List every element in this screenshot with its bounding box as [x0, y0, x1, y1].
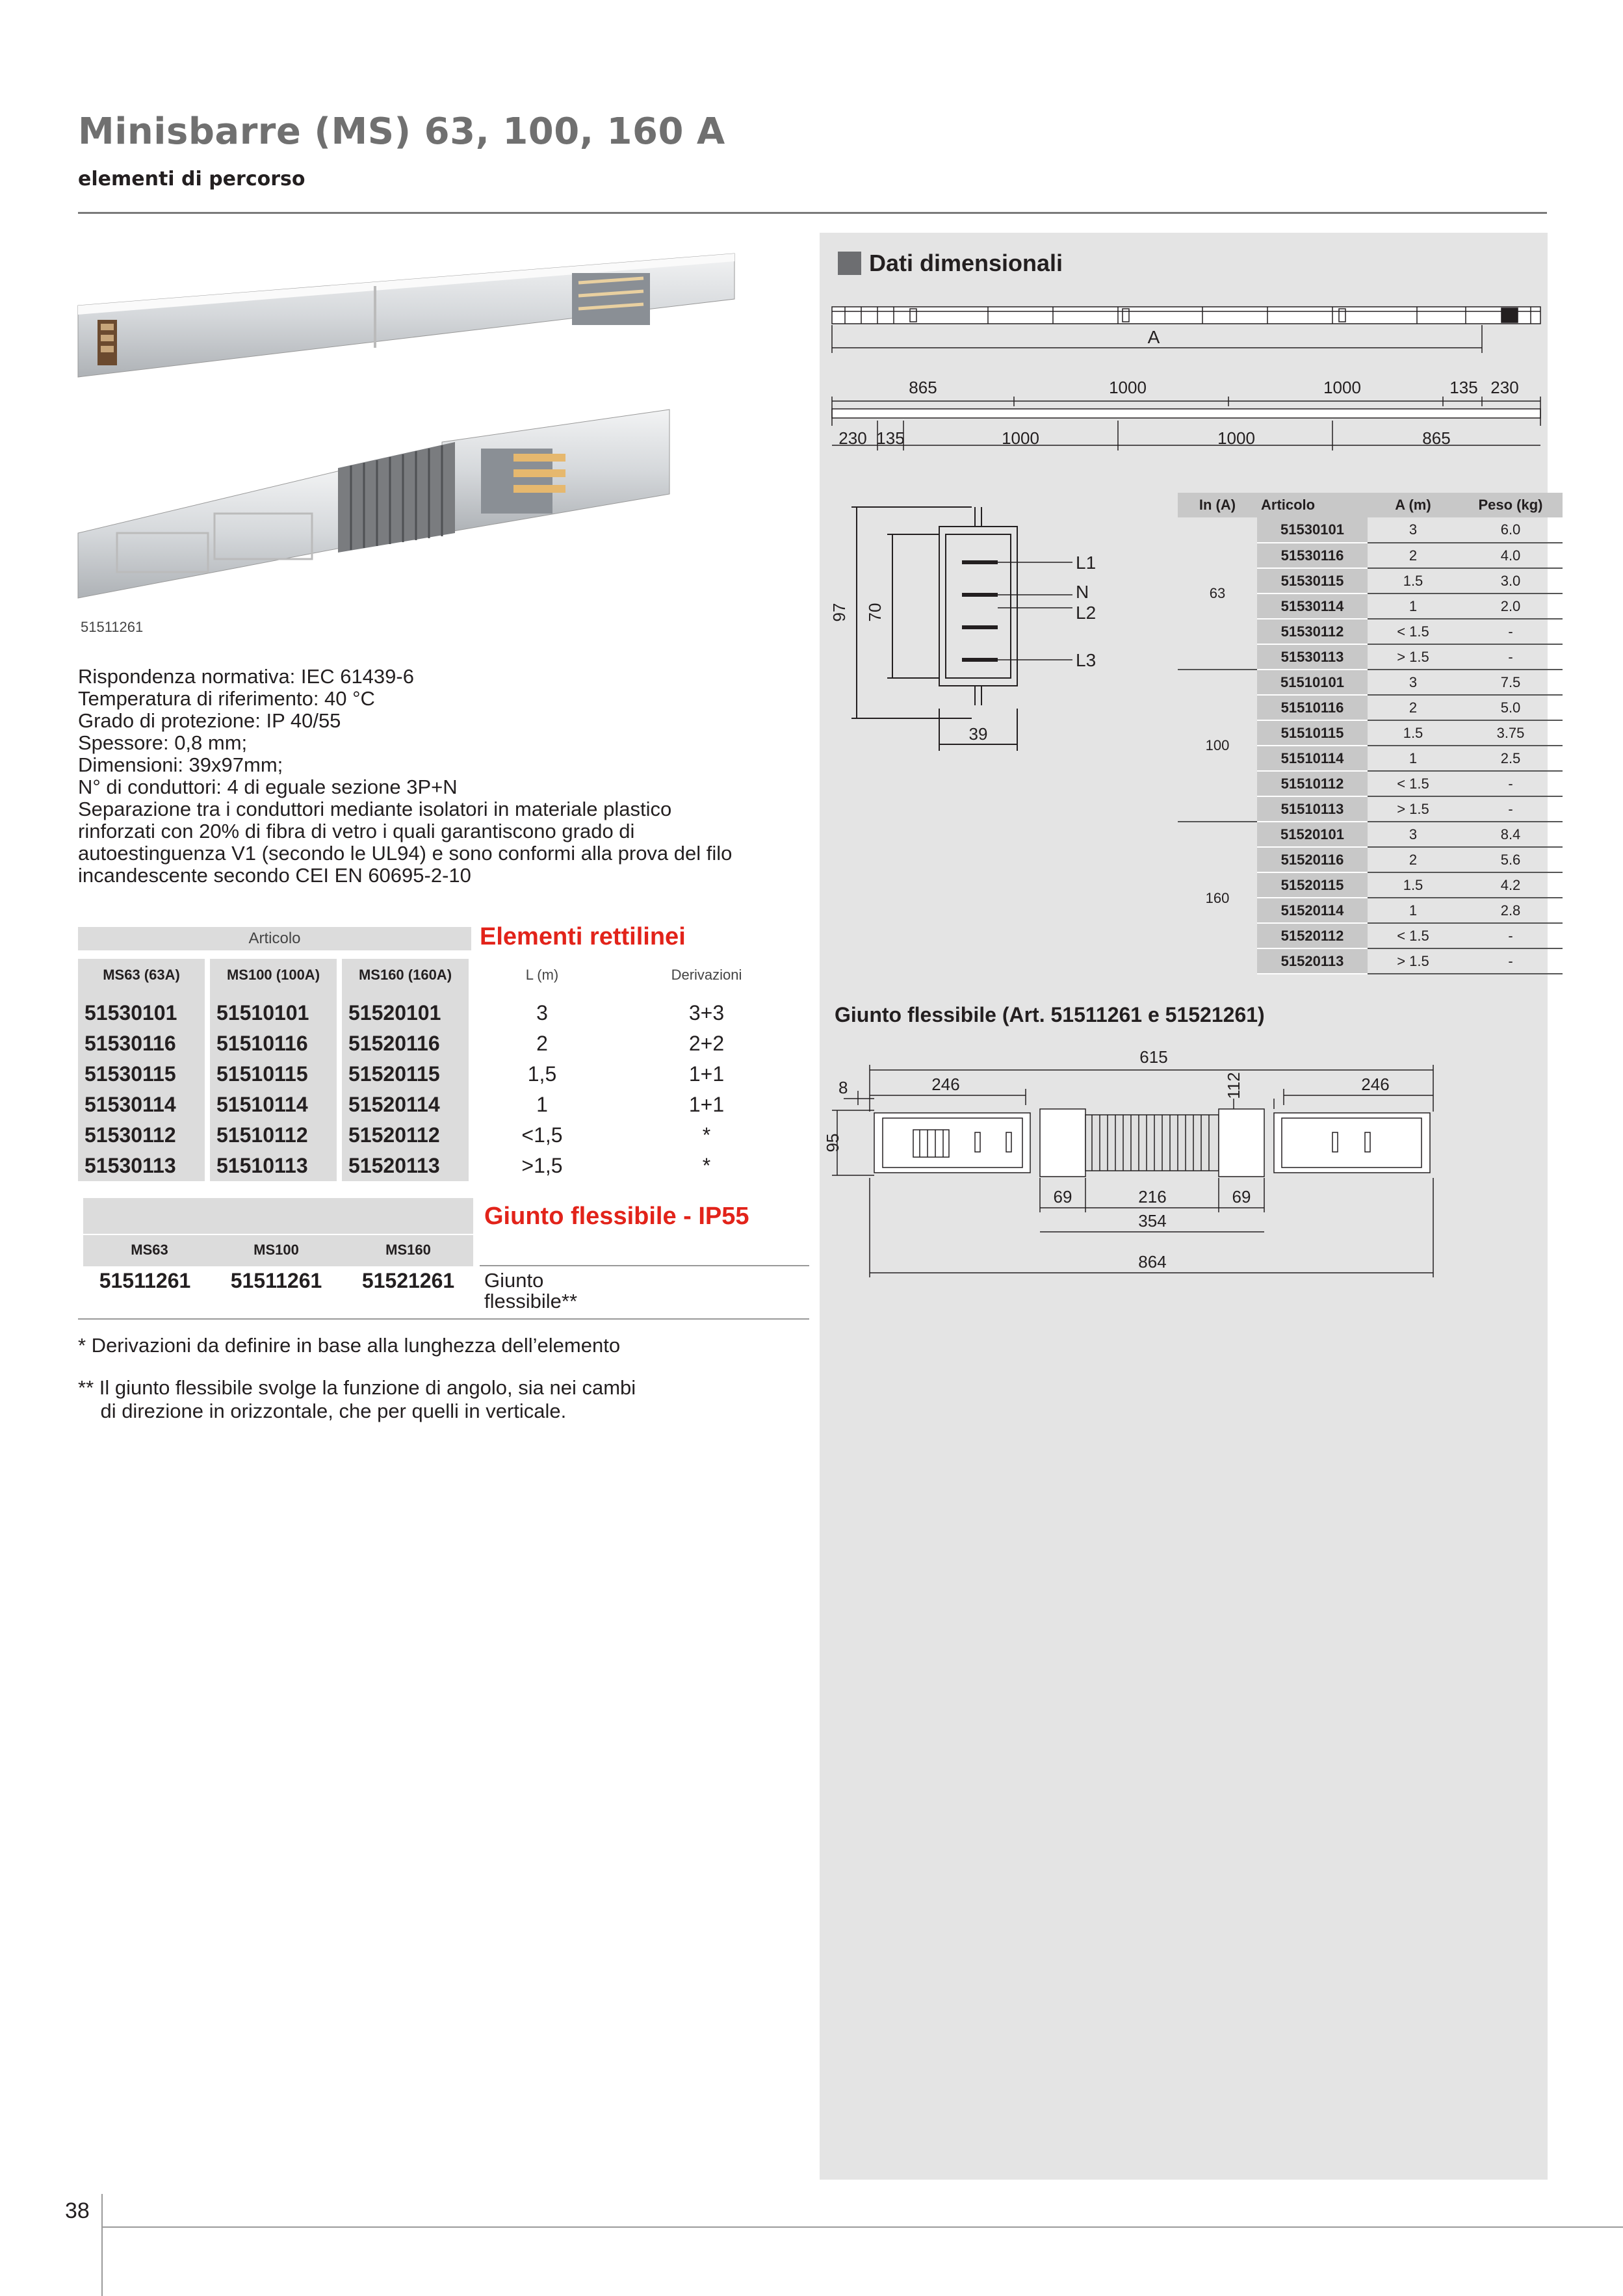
divider	[480, 1265, 809, 1266]
dim-flex: 216	[1138, 1187, 1167, 1207]
cell: 51510113	[210, 1151, 337, 1181]
dim-flex-total: 354	[1138, 1211, 1167, 1231]
cell: 51530113	[1257, 644, 1368, 670]
dim-height: 95	[823, 1133, 842, 1153]
busbar-product-photo	[78, 247, 741, 624]
cell: 51520112	[1257, 923, 1368, 948]
bottom-dim: 1000	[1002, 428, 1039, 448]
giunto-value-ms63: 51511261	[99, 1269, 191, 1292]
spec-line: Dimensioni: 39x97mm;	[78, 753, 283, 776]
cell: -	[1459, 619, 1563, 644]
col-length: L (m)	[525, 967, 559, 983]
cell: 51520116	[342, 1028, 469, 1059]
cell: 51530115	[1257, 568, 1368, 594]
cell: 51510115	[210, 1059, 337, 1089]
dim-overall: 864	[1138, 1252, 1167, 1272]
col-peso: Peso (kg)	[1459, 493, 1563, 517]
cell: 1	[1368, 594, 1459, 619]
top-dim: 1000	[1323, 378, 1361, 397]
top-dim: 1000	[1109, 378, 1147, 397]
cell: <1,5	[521, 1123, 563, 1147]
cell: 51520114	[1257, 898, 1368, 923]
cell: 51510114	[1257, 746, 1368, 771]
footnote-line: di direzione in orizzontale, che per quelli in verticale.	[78, 1400, 567, 1422]
cell: 3	[1368, 670, 1459, 695]
cell: 51510114	[210, 1089, 337, 1120]
top-dim: 865	[909, 378, 937, 397]
col-articolo: Articolo	[1257, 493, 1368, 517]
spec-line: incandescente secondo CEI EN 60695-2-10	[78, 864, 471, 887]
col-derivazioni: Derivazioni	[671, 967, 742, 983]
cell: 51510101	[210, 991, 337, 1028]
cell: > 1.5	[1368, 644, 1459, 670]
cell: 2	[1368, 695, 1459, 720]
giunto-col-ms160: MS160	[385, 1242, 431, 1258]
busbar-run-drawing	[825, 296, 1547, 458]
cell: 2	[1368, 543, 1459, 568]
bottom-dim: 1000	[1217, 428, 1255, 448]
col-ms100: MS100 (100A)	[210, 959, 337, 991]
specifications	[78, 666, 793, 887]
dim-height-outer: 97	[829, 603, 849, 622]
conductor-label: L2	[1076, 603, 1097, 623]
cell: -	[1459, 644, 1563, 670]
cell: 51520101	[1257, 822, 1368, 847]
cell: 3.0	[1459, 568, 1563, 594]
cell: 7.5	[1459, 670, 1563, 695]
dim-right: 246	[1361, 1075, 1390, 1094]
cell: 1.5	[1368, 872, 1459, 898]
table-row	[1178, 670, 1563, 695]
cell: -	[1459, 923, 1563, 948]
spec-line: Separazione tra i conduttori mediante isolatori in materiale plastico	[78, 798, 672, 820]
conductor-label: L3	[1076, 650, 1097, 670]
conductor-label: N	[1076, 582, 1089, 602]
group-in: 160	[1178, 822, 1257, 974]
dim-collar-right: 69	[1232, 1187, 1251, 1207]
cell: 51520116	[1257, 847, 1368, 872]
footer-vertical-divider	[101, 2194, 103, 2296]
cell: 51520113	[1257, 948, 1368, 974]
cell: 51530101	[1257, 517, 1368, 543]
cell: 1	[536, 1093, 548, 1116]
cell: 2	[1368, 847, 1459, 872]
table-row	[78, 1059, 798, 1089]
dim-width: 39	[968, 724, 988, 744]
cell: 1,5	[527, 1062, 557, 1086]
cell: 2.0	[1459, 594, 1563, 619]
giunto-description-line: Giunto	[484, 1269, 544, 1292]
table-row	[78, 1028, 798, 1059]
cell: 51520114	[342, 1089, 469, 1120]
cell: 51510101	[1257, 670, 1368, 695]
header-divider	[78, 212, 1547, 214]
cell: < 1.5	[1368, 619, 1459, 644]
giunto-col-ms100: MS100	[253, 1242, 299, 1258]
spec-line: Spessore: 0,8 mm;	[78, 731, 248, 754]
divider	[83, 1234, 477, 1235]
cell: -	[1459, 771, 1563, 796]
dim-collar-height: 112	[1224, 1072, 1243, 1099]
cell: *	[702, 1154, 711, 1177]
cell: 51530114	[78, 1089, 205, 1120]
cell: 1.5	[1368, 720, 1459, 746]
rettilinei-title: Elementi rettilinei	[480, 923, 686, 950]
conductor-label: L1	[1076, 553, 1097, 573]
cell: 51510116	[1257, 695, 1368, 720]
cell: 51520101	[342, 991, 469, 1028]
dim-left: 246	[931, 1075, 960, 1094]
spec-line: autoestinguenza V1 (secondo le UL94) e sono conformi alla prova del filo	[78, 842, 733, 865]
cell: 51510116	[210, 1028, 337, 1059]
dimensional-heading-label: Dati dimensionali	[869, 250, 1063, 276]
cell: 1	[1368, 746, 1459, 771]
cell: 3.75	[1459, 720, 1563, 746]
col-a: A (m)	[1368, 493, 1459, 517]
photo-caption: 51511261	[81, 619, 144, 635]
top-dim: 230	[1490, 378, 1519, 397]
dimensional-heading	[838, 250, 1063, 277]
cross-section-drawing	[825, 494, 1118, 767]
dim-A-label: A	[1147, 327, 1160, 347]
page-title: Minisbarre (MS) 63, 100, 160 A	[78, 111, 725, 153]
cell: -	[1459, 948, 1563, 974]
cell: *	[702, 1123, 711, 1147]
cell: 51520113	[342, 1151, 469, 1181]
cell: < 1.5	[1368, 771, 1459, 796]
spec-line: rinforzati con 20% di fibra di vetro i quali garantiscono grado di	[78, 820, 635, 842]
table-row	[78, 1151, 798, 1181]
footnote-derivazioni: * Derivazioni da definire in base alla lunghezza dell’elemento	[78, 1334, 621, 1357]
footnote-giunto	[78, 1376, 636, 1423]
cell: 2+2	[688, 1032, 725, 1055]
cell: 51530112	[78, 1120, 205, 1151]
cell: 1+1	[688, 1062, 725, 1086]
table-row	[78, 1089, 798, 1120]
square-bullet-icon	[838, 252, 861, 275]
table-header-row	[1178, 493, 1563, 517]
col-in: In (A)	[1178, 493, 1257, 517]
spec-line: Rispondenza normativa: IEC 61439-6	[78, 665, 414, 688]
col-ms160: MS160 (160A)	[342, 959, 469, 991]
table-header-row	[78, 959, 798, 991]
giunto-value-ms160: 51521261	[361, 1269, 455, 1292]
cell: 51530101	[78, 991, 205, 1028]
page-subtitle: elementi di percorso	[78, 168, 305, 190]
cell: 3	[536, 1001, 548, 1024]
dim-inner: 615	[1139, 1047, 1168, 1067]
cell: 51530116	[1257, 543, 1368, 568]
page-number: 38	[65, 2198, 90, 2223]
cell: 4.0	[1459, 543, 1563, 568]
articolo-header: Articolo	[78, 927, 471, 950]
cell: 3	[1368, 822, 1459, 847]
cell: > 1.5	[1368, 796, 1459, 822]
cell: 51520115	[342, 1059, 469, 1089]
cell: 51520115	[1257, 872, 1368, 898]
table-row	[78, 991, 798, 1028]
dim-offset: 8	[838, 1078, 848, 1097]
cell: 51520112	[342, 1120, 469, 1151]
giunto-col-ms63: MS63	[131, 1242, 168, 1258]
group-in: 100	[1178, 670, 1257, 822]
footnote-line: ** Il giunto flessibile svolge la funzione di angolo, sia nei cambi	[78, 1376, 636, 1399]
spec-line: Temperatura di riferimento: 40 °C	[78, 687, 375, 710]
bottom-dim: 230	[838, 428, 867, 448]
giunto-title: Giunto flessibile - IP55	[484, 1203, 749, 1230]
dim-collar-left: 69	[1053, 1187, 1072, 1207]
cell: < 1.5	[1368, 923, 1459, 948]
rettilinei-table	[73, 959, 803, 1181]
cell: 3	[1368, 517, 1459, 543]
cell: 51530112	[1257, 619, 1368, 644]
cell: 4.2	[1459, 872, 1563, 898]
divider	[78, 1318, 809, 1320]
bottom-dim: 135	[876, 428, 905, 448]
dim-height-inner: 70	[865, 603, 885, 622]
cell: 5.6	[1459, 847, 1563, 872]
giunto-drawing-heading: Giunto flessibile (Art. 51511261 e 51521261)	[835, 1003, 1265, 1026]
flexible-joint-image	[78, 410, 669, 598]
cell: 1	[1368, 898, 1459, 923]
cell: >1,5	[521, 1154, 563, 1177]
spec-line: N° di conduttori: 4 di eguale sezione 3P+N	[78, 776, 458, 798]
flexible-joint-drawing	[825, 1034, 1475, 1281]
cell: 1+1	[688, 1093, 725, 1116]
bottom-dim: 865	[1422, 428, 1451, 448]
cell: 51530113	[78, 1151, 205, 1181]
cell: 2.8	[1459, 898, 1563, 923]
cell: 51510113	[1257, 796, 1368, 822]
table-row	[1178, 822, 1563, 847]
straight-element-image	[78, 254, 734, 377]
cell: 1.5	[1368, 568, 1459, 594]
footer-divider	[101, 2226, 1623, 2228]
cell: 51530115	[78, 1059, 205, 1089]
dimensions-table	[1178, 493, 1563, 974]
table-row	[78, 1120, 798, 1151]
cell: 2	[536, 1032, 548, 1055]
cell: 3+3	[688, 1001, 725, 1024]
spec-line: Grado di protezione: IP 40/55	[78, 709, 341, 732]
col-ms63: MS63 (63A)	[78, 959, 205, 991]
cell: > 1.5	[1368, 948, 1459, 974]
cell: 2.5	[1459, 746, 1563, 771]
cell: 51530114	[1257, 594, 1368, 619]
table-row	[1178, 517, 1563, 543]
giunto-description	[484, 1270, 577, 1312]
cell: 51510112	[1257, 771, 1368, 796]
giunto-value-ms100: 51511261	[230, 1269, 322, 1292]
group-in: 63	[1209, 584, 1226, 601]
giunto-description-line: flessibile**	[484, 1290, 578, 1312]
cell: 51530116	[78, 1028, 205, 1059]
cell: 51510112	[210, 1120, 337, 1151]
cell: 5.0	[1459, 695, 1563, 720]
top-dim: 135	[1449, 378, 1478, 397]
cell: 51510115	[1257, 720, 1368, 746]
cell: 8.4	[1459, 822, 1563, 847]
cell: -	[1459, 796, 1563, 822]
cell: 6.0	[1459, 517, 1563, 543]
